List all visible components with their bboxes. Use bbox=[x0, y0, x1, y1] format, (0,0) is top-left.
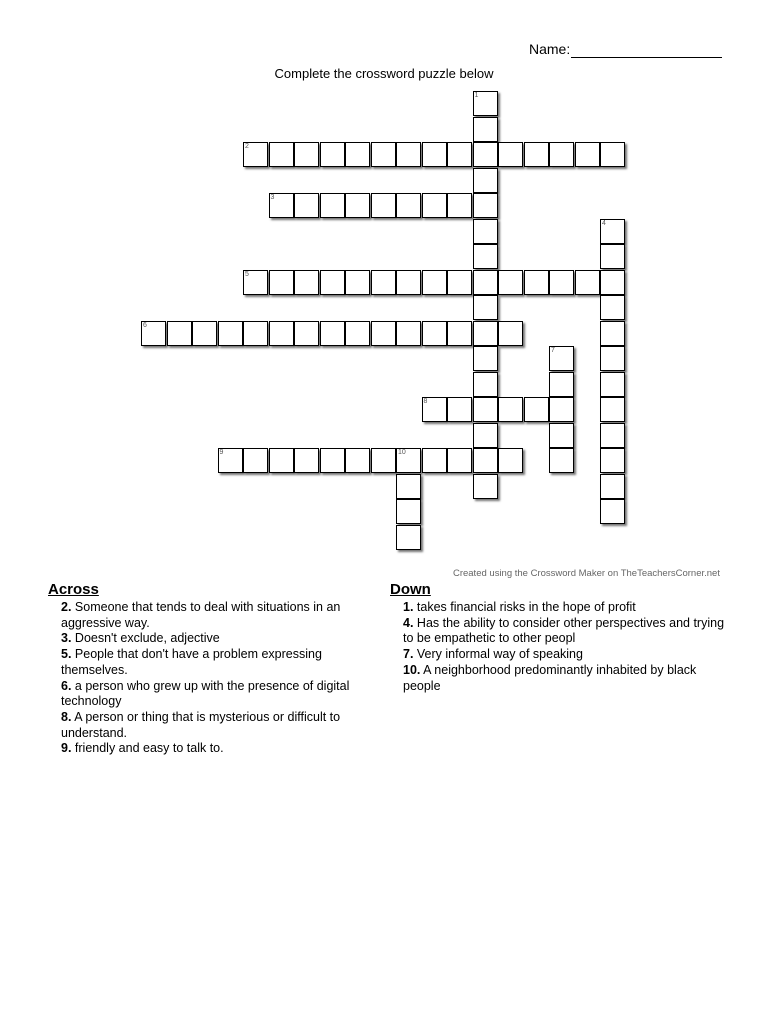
crossword-cell[interactable] bbox=[473, 372, 498, 397]
crossword-cell[interactable] bbox=[600, 142, 625, 167]
crossword-cell[interactable] bbox=[218, 321, 243, 346]
crossword-cell[interactable] bbox=[473, 219, 498, 244]
crossword-cell[interactable] bbox=[396, 142, 421, 167]
crossword-cell[interactable] bbox=[473, 168, 498, 193]
down-clue-list bbox=[390, 600, 730, 694]
crossword-cell[interactable] bbox=[498, 321, 523, 346]
crossword-cell[interactable] bbox=[549, 448, 574, 473]
crossword-cell[interactable] bbox=[320, 321, 345, 346]
crossword-cell[interactable] bbox=[447, 193, 472, 218]
crossword-cell[interactable] bbox=[498, 448, 523, 473]
crossword-cell[interactable] bbox=[396, 525, 421, 550]
crossword-cell[interactable] bbox=[243, 321, 268, 346]
crossword-cell[interactable] bbox=[422, 270, 447, 295]
clue-number-label: 7. bbox=[403, 647, 414, 662]
clue-number: 8 bbox=[423, 398, 428, 405]
crossword-cell[interactable] bbox=[396, 448, 421, 473]
crossword-cell[interactable] bbox=[549, 142, 574, 167]
crossword-cell[interactable] bbox=[345, 448, 370, 473]
crossword-cell[interactable] bbox=[320, 193, 345, 218]
crossword-cell[interactable] bbox=[345, 193, 370, 218]
clue-number-label: 3. bbox=[61, 631, 72, 646]
crossword-cell[interactable] bbox=[396, 270, 421, 295]
down-clue bbox=[390, 616, 730, 647]
down-clue bbox=[390, 600, 730, 616]
crossword-cell[interactable] bbox=[575, 270, 600, 295]
crossword-cell[interactable] bbox=[269, 448, 294, 473]
clue-number-label: 2. bbox=[61, 600, 72, 614]
crossword-cell[interactable] bbox=[473, 346, 498, 371]
crossword-cell[interactable] bbox=[549, 346, 574, 371]
across-clue bbox=[48, 647, 378, 678]
crossword-cell[interactable] bbox=[549, 372, 574, 397]
crossword-cell[interactable] bbox=[294, 142, 319, 167]
across-clue bbox=[48, 741, 378, 757]
crossword-cell[interactable] bbox=[167, 321, 192, 346]
crossword-cell[interactable] bbox=[294, 448, 319, 473]
clue-number: 4 bbox=[602, 219, 606, 227]
crossword-cell[interactable] bbox=[447, 397, 472, 422]
crossword-cell[interactable] bbox=[473, 423, 498, 448]
crossword-cell[interactable] bbox=[345, 321, 370, 346]
crossword-cell[interactable] bbox=[243, 142, 268, 167]
crossword-cell[interactable] bbox=[473, 397, 498, 422]
clue-number: 9 bbox=[219, 449, 224, 456]
crossword-cell[interactable] bbox=[473, 193, 498, 218]
crossword-cell[interactable] bbox=[473, 270, 498, 295]
clue-number-label: 5. bbox=[61, 647, 72, 662]
crossword-cell[interactable] bbox=[473, 448, 498, 473]
clue-text: a person who grew up with the presence of digital technology bbox=[61, 678, 350, 709]
crossword-cell[interactable] bbox=[396, 321, 421, 346]
across-clues bbox=[48, 581, 378, 757]
crossword-cell[interactable] bbox=[447, 321, 472, 346]
clue-number: 3 bbox=[270, 194, 275, 201]
crossword-cell[interactable] bbox=[396, 474, 421, 499]
crossword-cell[interactable] bbox=[447, 270, 472, 295]
crossword-cell[interactable] bbox=[473, 117, 498, 142]
crossword-cell[interactable] bbox=[447, 448, 472, 473]
crossword-cell[interactable] bbox=[473, 244, 498, 269]
crossword-cell[interactable] bbox=[269, 321, 294, 346]
crossword-cell[interactable] bbox=[447, 142, 472, 167]
crossword-cell[interactable] bbox=[371, 321, 396, 346]
crossword-cell[interactable] bbox=[294, 193, 319, 218]
crossword-cell[interactable] bbox=[473, 474, 498, 499]
crossword-cell[interactable] bbox=[141, 321, 166, 346]
crossword-cell[interactable] bbox=[524, 270, 549, 295]
down-clue bbox=[390, 647, 730, 663]
crossword-cell[interactable] bbox=[600, 423, 625, 448]
crossword-cell[interactable] bbox=[422, 448, 447, 473]
crossword-cell[interactable] bbox=[269, 270, 294, 295]
down-clue bbox=[390, 663, 730, 694]
crossword-cell[interactable] bbox=[600, 321, 625, 346]
crossword-cell[interactable] bbox=[600, 372, 625, 397]
crossword-cell[interactable] bbox=[192, 321, 217, 346]
crossword-cell[interactable] bbox=[294, 321, 319, 346]
credit-line: Created using the Crossword Maker on TheTeachersCorner.net bbox=[452, 568, 720, 579]
across-clue bbox=[48, 710, 378, 741]
clue-text: A neighborhood predominantly inhabited by black people bbox=[403, 662, 697, 693]
across-clue bbox=[48, 679, 378, 710]
across-heading: Across bbox=[48, 581, 99, 598]
crossword-cell[interactable] bbox=[600, 270, 625, 295]
crossword-cell[interactable] bbox=[600, 295, 625, 320]
instructions-text: Complete the crossword puzzle below bbox=[274, 66, 494, 81]
clue-number-label: 10. bbox=[403, 662, 421, 677]
crossword-cell[interactable] bbox=[498, 397, 523, 422]
clue-text: Has the ability to consider other perspectives and trying to be empathetic to other peopl bbox=[403, 615, 725, 646]
clue-number-label: 6. bbox=[61, 678, 72, 693]
crossword-cell[interactable] bbox=[320, 270, 345, 295]
crossword-cell[interactable] bbox=[549, 397, 574, 422]
crossword-cell[interactable] bbox=[371, 193, 396, 218]
crossword-cell[interactable] bbox=[600, 397, 625, 422]
crossword-cell[interactable] bbox=[524, 397, 549, 422]
crossword-cell[interactable] bbox=[371, 142, 396, 167]
crossword-cell[interactable] bbox=[269, 142, 294, 167]
crossword-cell[interactable] bbox=[473, 142, 498, 167]
across-clue bbox=[48, 600, 378, 631]
crossword-cell[interactable] bbox=[396, 193, 421, 218]
crossword-cell[interactable] bbox=[422, 397, 447, 422]
crossword-cell[interactable] bbox=[575, 142, 600, 167]
crossword-cell[interactable] bbox=[549, 423, 574, 448]
clue-number-label: 1. bbox=[403, 600, 414, 614]
clue-text: A person or thing that is mysterious or difficult to understand. bbox=[61, 709, 341, 740]
crossword-cell[interactable] bbox=[600, 474, 625, 499]
crossword-cell[interactable] bbox=[473, 295, 498, 320]
crossword-cell[interactable] bbox=[524, 142, 549, 167]
crossword-cell[interactable] bbox=[243, 448, 268, 473]
down-clues bbox=[390, 581, 730, 694]
crossword-cell[interactable] bbox=[294, 270, 319, 295]
crossword-cell[interactable] bbox=[600, 448, 625, 473]
crossword-cell[interactable] bbox=[422, 321, 447, 346]
crossword-cell[interactable] bbox=[371, 448, 396, 473]
crossword-cell[interactable] bbox=[218, 448, 243, 473]
crossword-cell[interactable] bbox=[345, 142, 370, 167]
crossword-cell[interactable] bbox=[422, 193, 447, 218]
crossword-cell[interactable] bbox=[320, 142, 345, 167]
clue-number: 5 bbox=[245, 270, 249, 278]
clue-number-label: 8. bbox=[61, 709, 72, 724]
clue-number: 7 bbox=[551, 347, 555, 354]
down-heading: Down bbox=[390, 581, 431, 598]
clue-text: Doesn't exclude, adjective bbox=[71, 631, 220, 646]
crossword-cell[interactable] bbox=[320, 448, 345, 473]
crossword-cell[interactable] bbox=[269, 193, 294, 218]
crossword-cell[interactable] bbox=[600, 244, 625, 269]
crossword-cell[interactable] bbox=[600, 219, 625, 244]
name-label: Name: bbox=[529, 41, 571, 57]
crossword-cell[interactable] bbox=[422, 142, 447, 167]
crossword-cell[interactable] bbox=[600, 499, 625, 524]
crossword-cell[interactable] bbox=[371, 270, 396, 295]
clue-text: Very informal way of speaking bbox=[413, 647, 583, 662]
clue-text: friendly and easy to talk to. bbox=[71, 741, 224, 756]
clue-text: People that don't have a problem expressing themselves. bbox=[61, 647, 322, 677]
crossword-cell[interactable] bbox=[243, 270, 268, 295]
clue-text: Someone that tends to deal with situations in an aggressive way. bbox=[61, 600, 341, 630]
crossword-cell[interactable] bbox=[473, 321, 498, 346]
across-clue-list bbox=[48, 600, 378, 757]
crossword-cell[interactable] bbox=[345, 270, 370, 295]
across-clue bbox=[48, 631, 378, 647]
crossword-cell[interactable] bbox=[498, 270, 523, 295]
crossword-cell[interactable] bbox=[549, 270, 574, 295]
crossword-cell[interactable] bbox=[498, 142, 523, 167]
clue-number: 1 bbox=[474, 92, 479, 99]
crossword-cell[interactable] bbox=[396, 499, 421, 524]
clue-number-label: 4. bbox=[403, 615, 414, 630]
clue-number: 2 bbox=[245, 143, 249, 150]
clue-number: 10 bbox=[398, 449, 406, 456]
clue-number-label: 9. bbox=[61, 741, 72, 756]
clue-text: takes financial risks in the hope of profit bbox=[413, 600, 636, 614]
crossword-cell[interactable] bbox=[600, 346, 625, 371]
crossword-cell[interactable] bbox=[473, 91, 498, 116]
clue-number: 6 bbox=[143, 321, 147, 329]
